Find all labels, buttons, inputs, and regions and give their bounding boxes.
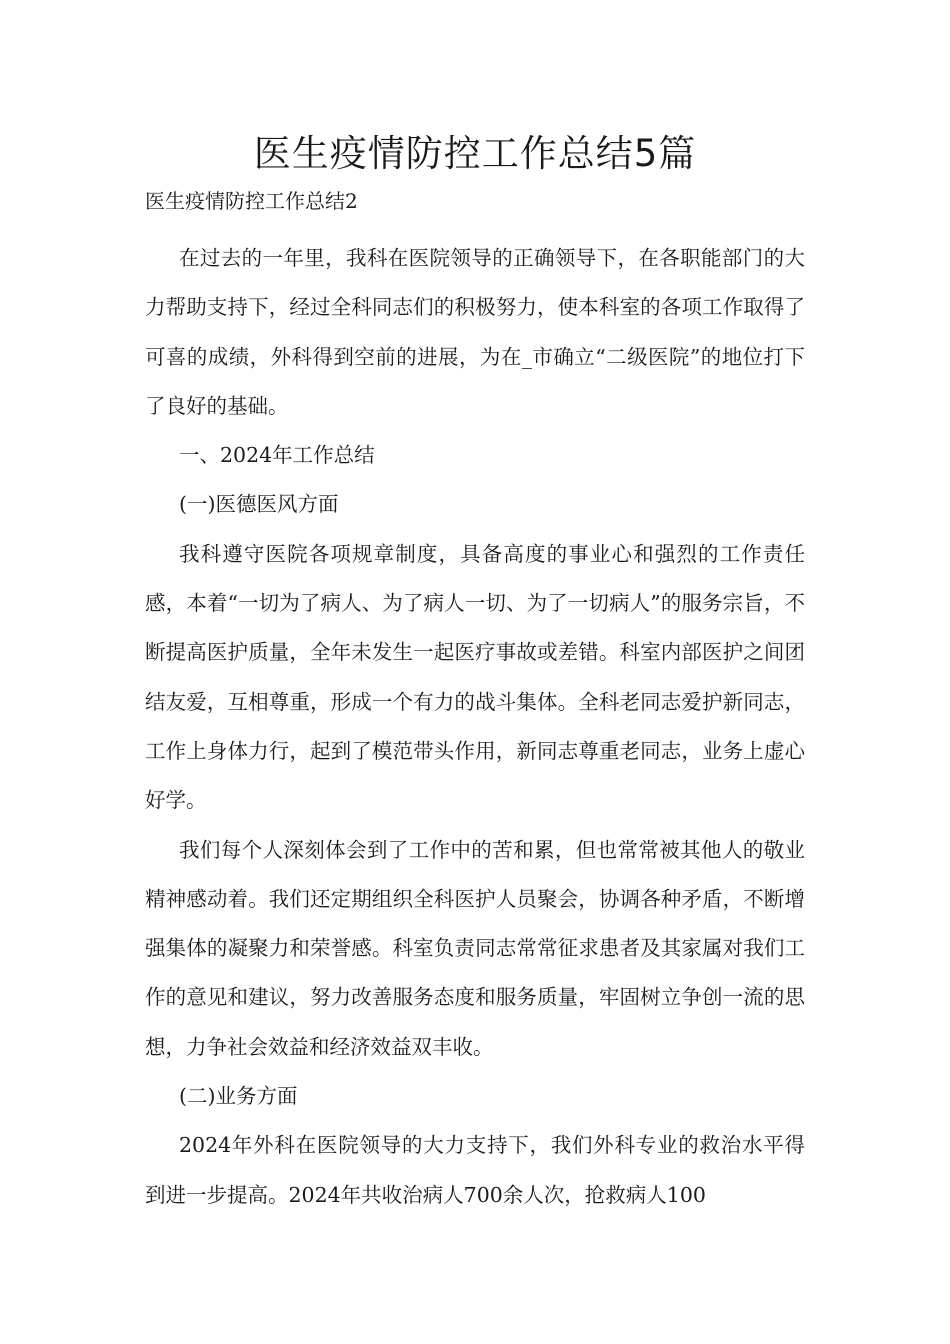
- subsection-heading-ethics: (一)医德医风方面: [179, 492, 339, 517]
- section-heading-summary: 一、2024年工作总结: [179, 443, 375, 468]
- subsection-heading-business: (二)业务方面: [179, 1084, 298, 1109]
- paragraph-business: 2024年外科在医院领导的大力支持下，我们外科专业的救治水平得到进一步提高。2024年共收治病人700余人次，抢救病人100: [145, 1133, 805, 1207]
- document-body: [145, 234, 805, 1220]
- paragraph-teamwork: 我们每个人深刻体会到了工作中的苦和累，但也常常被其他人的敬业精神感动着。我们还定期组织全科医护人员聚会，协调各种矛盾，不断增强集体的凝聚力和荣誉感。科室负责同志常常征求患者及其家属对我们工作的意见和建议，努力改善服务态度和服务质量，牢固树立争创一流的思想，力争社会效益和经济效益双丰收。: [145, 837, 805, 1059]
- paragraph-intro: 在过去的一年里，我科在医院领导的正确领导下，在各职能部门的大力帮助支持下，经过全科同志们的积极努力，使本科室的各项工作取得了可喜的成绩，外科得到空前的进展，为在_市确立“二级医院”的地位打下了良好的基础。: [145, 246, 805, 418]
- paragraph-ethics: 我科遵守医院各项规章制度，具备高度的事业心和强烈的工作责任感，本着“一切为了病人、为了病人一切、为了一切病人”的服务宗旨，不断提高医护质量，全年未发生一起医疗事故或差错。科室内部医护之间团结友爱，互相尊重，形成一个有力的战斗集体。全科老同志爱护新同志，工作上身体力行，起到了模范带头作用，新同志尊重老同志，业务上虚心好学。: [145, 541, 805, 813]
- document-subtitle: 医生疫情防控工作总结2: [145, 189, 358, 213]
- document-title: 医生疫情防控工作总结5篇: [253, 132, 697, 175]
